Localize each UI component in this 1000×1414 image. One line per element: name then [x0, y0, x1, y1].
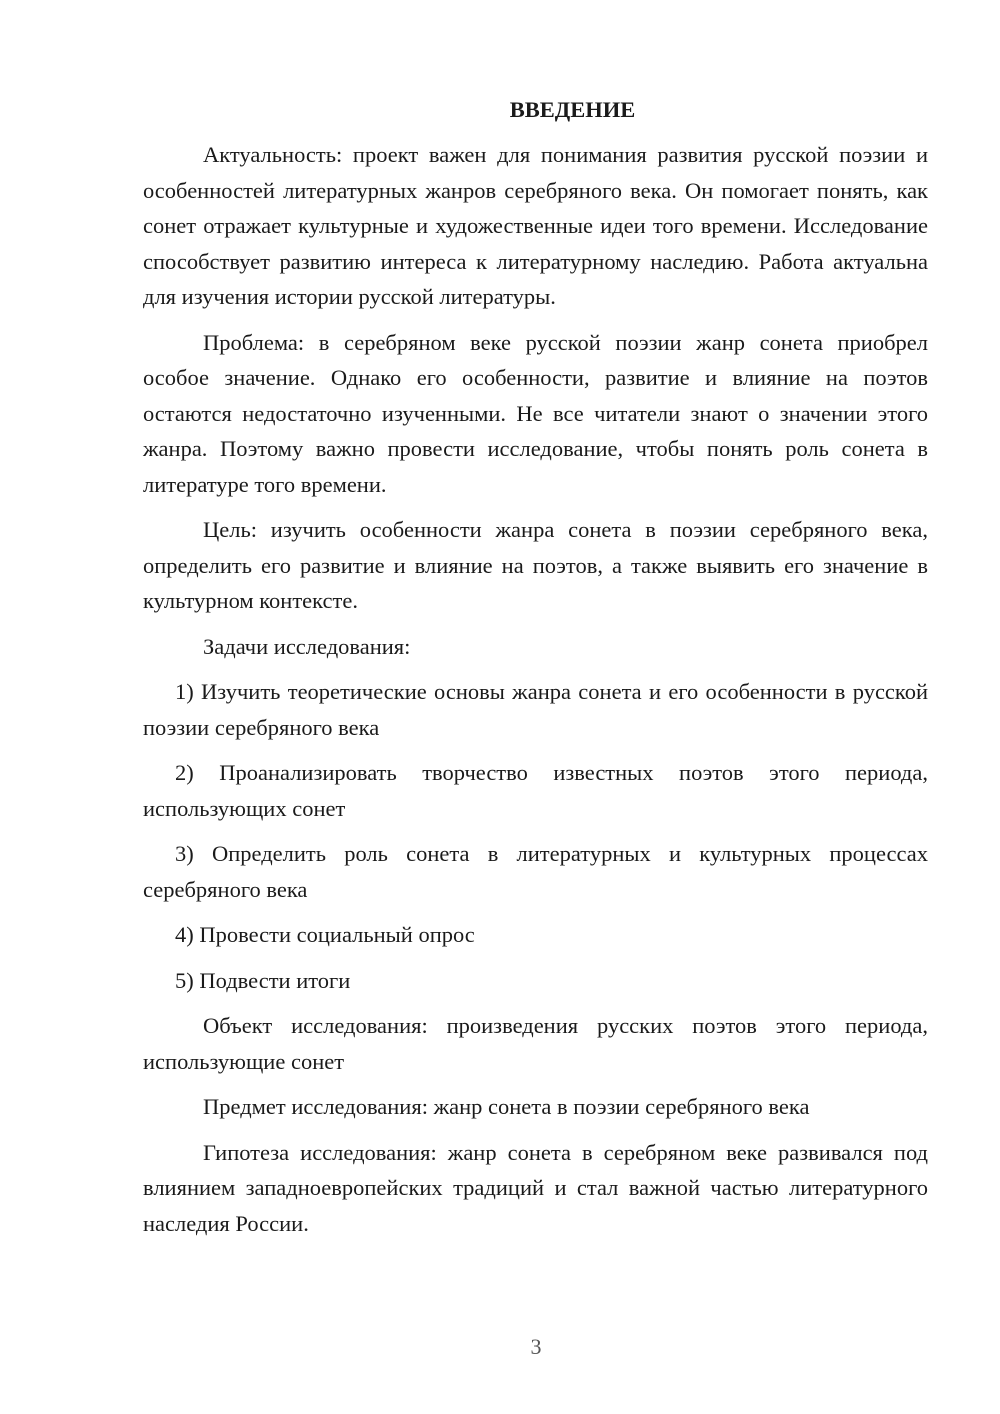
task-item: 5) Подвести итоги: [175, 967, 351, 993]
hypothesis-paragraph: Гипотеза исследования: жанр сонета в серебряном веке развивался под влиянием западноевропейских традиций и стал важной частью литературного наследия России.: [143, 1139, 928, 1236]
subject-paragraph: Предмет исследования: жанр сонета в поэзии серебряного века: [203, 1094, 810, 1119]
task-item: 1) Изучить теоретические основы жанра сонета и его особенности в русской поэзии серебряного века: [143, 679, 928, 740]
page-number: 3: [530, 1334, 542, 1359]
goal-paragraph: Цель: изучить особенности жанра сонета в поэзии серебряного века, определить его развитие и влияние на поэтов, а также выявить его значение в культурном контексте.: [143, 517, 928, 613]
relevance-paragraph: Актуальность: проект важен для понимания развития русской поэзии и особенностей литературных жанров серебряного века. Он помогает понять, как сонет отражает культурные и художественные идеи того времени. Исследование способствует развитию интереса к литературному наследию. Работа актуальна для изучения истории русской литературы.: [143, 142, 928, 309]
page-content: [143, 92, 928, 1251]
problem-paragraph: Проблема: в серебряном веке русской поэзии жанр сонета приобрел особое значение. Однако его особенности, развитие и влияние на поэтов остаются недостаточно изученными. Не все читатели знают о значении этого жанра. Поэтому важно провести исследование, чтобы понять роль сонета в литературе того времени.: [143, 329, 928, 497]
task-item: 4) Провести социальный опрос: [175, 922, 475, 947]
task-item: 3) Определить роль сонета в литературных и культурных процессах серебряного века: [143, 841, 928, 902]
object-paragraph: Объект исследования: произведения русских поэтов этого периода, использующие сонет: [143, 1013, 928, 1074]
task-item: 2) Проанализировать творчество известных поэтов этого периода, использующих сонет: [143, 760, 928, 821]
section-title: ВВЕДЕНИЕ: [509, 97, 636, 122]
tasks-heading: Задачи исследования:: [203, 633, 411, 659]
